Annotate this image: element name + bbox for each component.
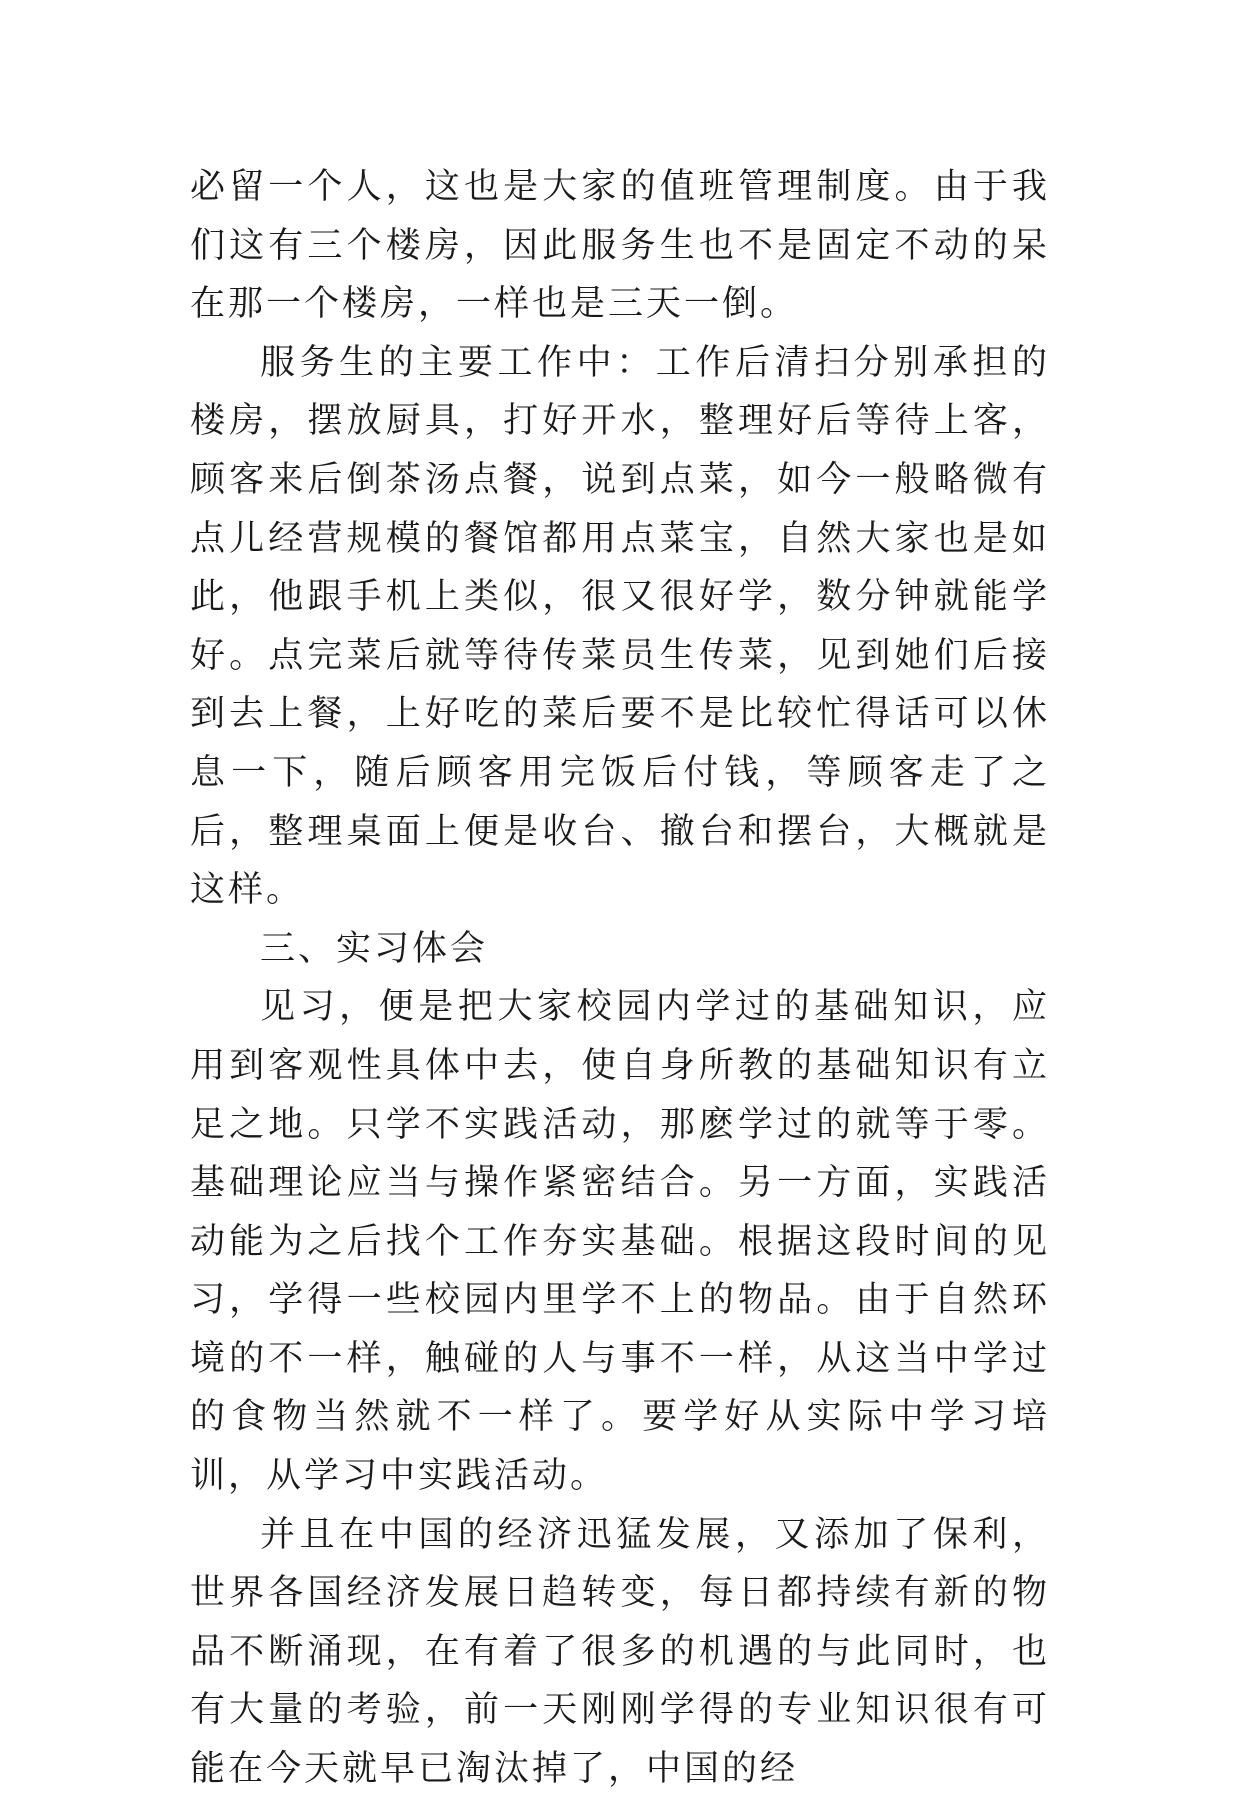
paragraph-economic-development: 并且在中国的经济迅猛发展，又添加了保利，世界各国经济发展日趋转变，每日都持续有新的物品不断涌现，在有着了很多的机遇的与此同时，也有大量的考验，前一天刚刚学得的专业知识很有可能在今天就早已淘汰掉了，中国的经 <box>190 1514 1050 1790</box>
paragraph-waiter-duties: 服务生的主要工作中：工作后清扫分别承担的楼房，摆放厨具，打好开水，整理好后等待上客，顾客来后倒茶汤点餐，说到点菜，如今一般略微有点儿经营规模的餐馆都用点菜宝，自然大家也是如此，他跟手机上类似，很又很好学，数分钟就能学好。点完菜后就等待传菜员生传菜，见到她们后接到去上餐，上好吃的菜后要不是比较忙得话可以休息一下，随后顾客用完饭后付钱，等顾客走了之后，整理桌面上便是收台、撤台和摆台，大概就是这样。 <box>190 342 1050 911</box>
section-heading-internship-experience: 三、实习体会 <box>260 928 489 969</box>
paragraph-duty-schedule: 必留一个人，这也是大家的值班管理制度。由于我们这有三个楼房，因此服务生也不是固定不动的呆在那一个楼房，一样也是三天一倒。 <box>190 167 1050 325</box>
document-body <box>190 158 1050 1799</box>
paragraph-internship-reflection: 见习，便是把大家校园内学过的基础知识，应用到客观性具体中去，使自身所教的基础知识有立足之地。只学不实践活动，那麽学过的就等于零。基础理论应当与操作紧密结合。另一方面，实践活动能为之后找个工作夯实基础。根据这段时间的见习，学得一些校园内里学不上的物品。由于自然环境的不一样，触碰的人与事不一样，从这当中学过的食物当然就不一样了。要学好从实际中学习培训，从学习中实践活动。 <box>190 987 1050 1497</box>
